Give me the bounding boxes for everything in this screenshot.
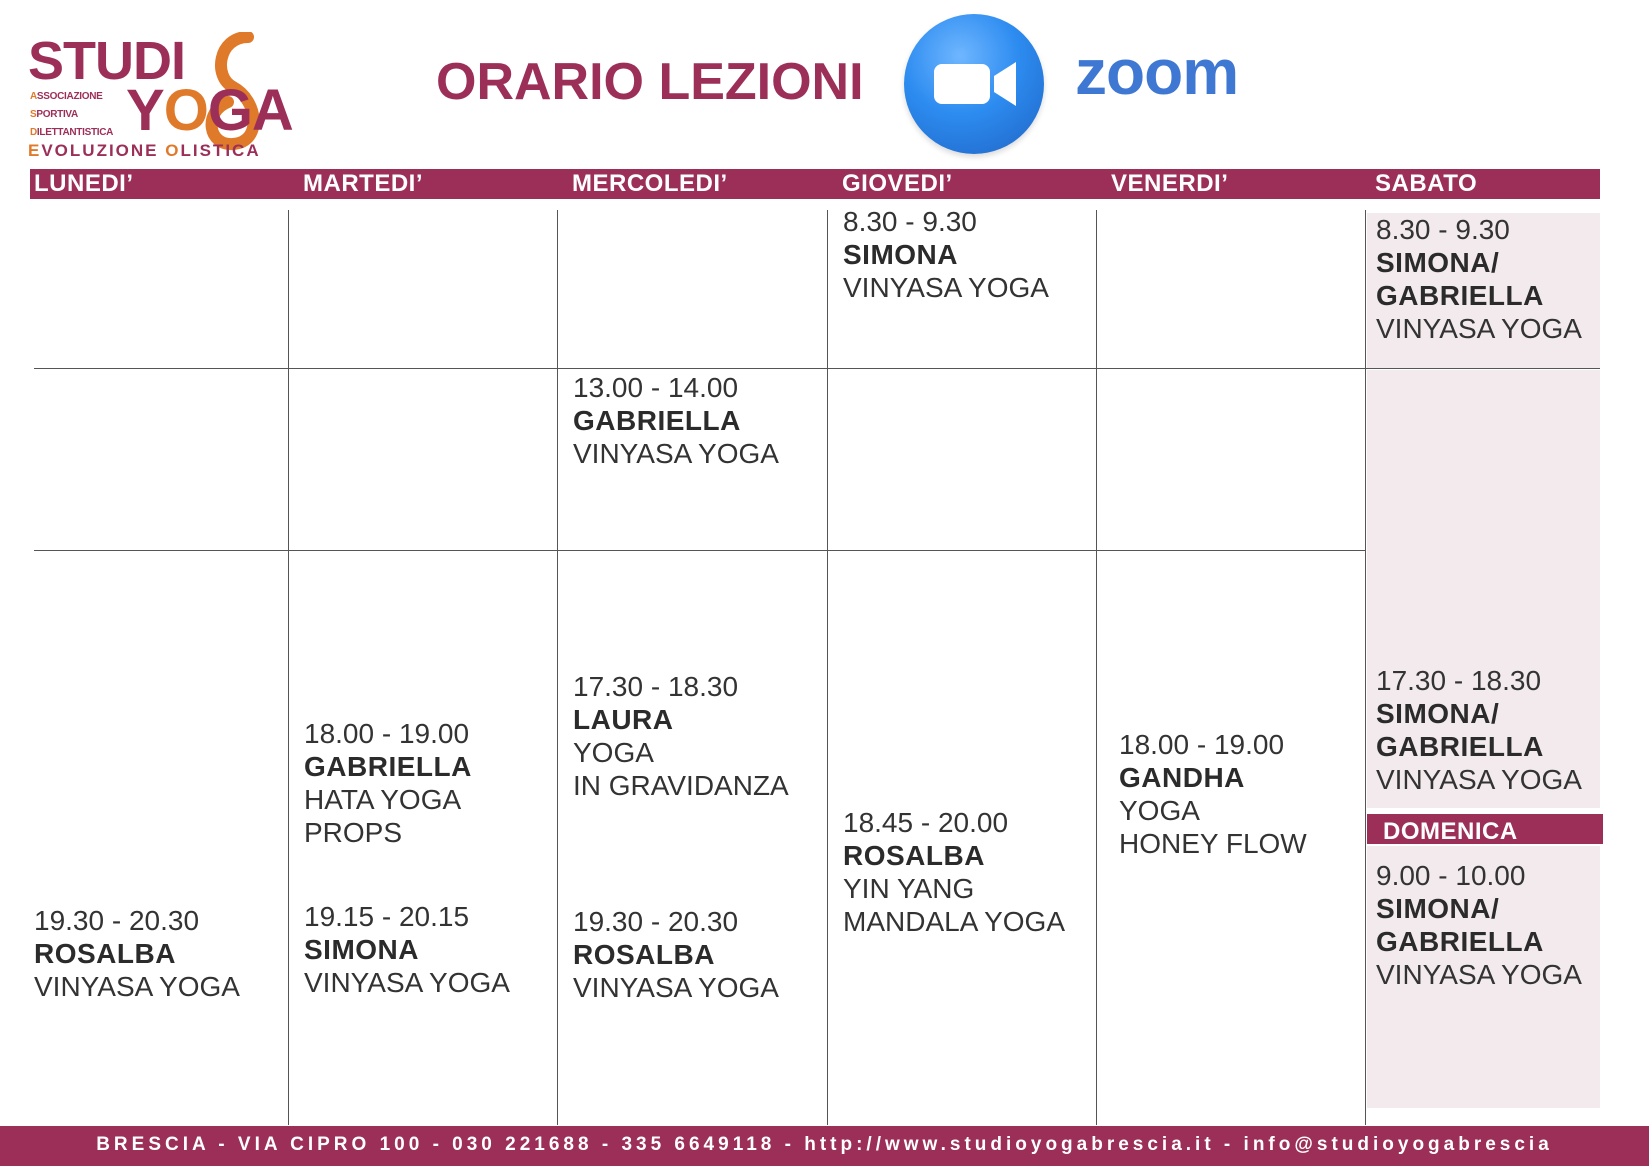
day-header-bar bbox=[30, 169, 1600, 199]
class-style: VINYASA YOGA bbox=[573, 438, 779, 469]
logo-studi-text: STUDI bbox=[28, 31, 185, 91]
class-teacher: ROSALBA bbox=[843, 840, 985, 871]
class-tuesday-evening-2 bbox=[304, 900, 510, 999]
class-time: 17.30 - 18.30 bbox=[573, 671, 739, 702]
class-saturday-evening bbox=[1376, 664, 1582, 796]
class-style: MANDALA YOGA bbox=[843, 906, 1066, 937]
class-time: 19.30 - 20.30 bbox=[34, 905, 200, 936]
class-tuesday-evening-1 bbox=[304, 717, 472, 849]
class-time: 18.45 - 20.00 bbox=[843, 807, 1009, 838]
class-time: 18.00 - 19.00 bbox=[304, 718, 470, 749]
class-style: VINYASA YOGA bbox=[1376, 764, 1582, 795]
grid-divider bbox=[557, 210, 558, 1125]
footer-contact: BRESCIA - VIA CIPRO 100 - 030 221688 - 335 6649118 - http://www.studioyogabrescia.it - info@studioyogabrescia bbox=[96, 1134, 1553, 1155]
class-style: VINYASA YOGA bbox=[34, 971, 240, 1002]
class-style: IN GRAVIDANZA bbox=[573, 770, 789, 801]
class-time: 19.30 - 20.30 bbox=[573, 906, 739, 937]
class-wednesday-noon bbox=[573, 371, 779, 470]
class-style: VINYASA YOGA bbox=[573, 972, 779, 1003]
class-time: 18.00 - 19.00 bbox=[1119, 729, 1285, 760]
class-thursday-morning bbox=[843, 205, 1049, 304]
day-tuesday: MARTEDI’ bbox=[303, 172, 423, 197]
grid-divider bbox=[1365, 210, 1366, 1125]
class-time: 13.00 - 14.00 bbox=[573, 372, 739, 403]
class-teacher: SIMONA/ bbox=[1376, 698, 1500, 729]
class-teacher: GABRIELLA bbox=[304, 751, 472, 782]
day-saturday: SABATO bbox=[1375, 172, 1478, 197]
grid-divider bbox=[34, 368, 1600, 369]
class-teacher: SIMONA/ bbox=[1376, 247, 1500, 278]
day-wednesday: MERCOLEDI’ bbox=[572, 172, 728, 197]
class-teacher: SIMONA/ bbox=[1376, 893, 1500, 924]
class-teacher: ROSALBA bbox=[34, 938, 176, 969]
class-teacher: GABRIELLA bbox=[1376, 731, 1544, 762]
class-teacher: GABRIELLA bbox=[1376, 280, 1544, 311]
day-monday: LUNEDI’ bbox=[34, 172, 134, 197]
class-style: HATA YOGA bbox=[304, 784, 462, 815]
class-style: PROPS bbox=[304, 817, 403, 848]
class-saturday-morning bbox=[1376, 213, 1582, 345]
logo-tagline: EVOLUZIONE OLISTICA bbox=[28, 141, 261, 160]
class-teacher: SIMONA bbox=[304, 934, 419, 965]
class-style: HONEY FLOW bbox=[1119, 828, 1307, 859]
class-wednesday-evening-1 bbox=[573, 670, 789, 802]
class-monday-evening bbox=[34, 904, 240, 1003]
grid-divider bbox=[1096, 210, 1097, 1125]
class-style: YIN YANG bbox=[843, 873, 975, 904]
class-teacher: SIMONA bbox=[843, 239, 958, 270]
zoom-camera-icon bbox=[904, 14, 1044, 154]
class-teacher: GABRIELLA bbox=[1376, 926, 1544, 957]
class-wednesday-evening-2 bbox=[573, 905, 779, 1004]
class-sunday-morning bbox=[1376, 859, 1582, 991]
class-teacher: GABRIELLA bbox=[573, 405, 741, 436]
page-title: ORARIO LEZIONI bbox=[436, 53, 864, 111]
class-teacher: LAURA bbox=[573, 704, 674, 735]
class-teacher: GANDHA bbox=[1119, 762, 1245, 793]
class-style: VINYASA YOGA bbox=[1376, 313, 1582, 344]
grid-divider bbox=[288, 210, 289, 1125]
grid-divider bbox=[34, 550, 1365, 551]
class-style: VINYASA YOGA bbox=[1376, 959, 1582, 990]
class-style: YOGA bbox=[1119, 795, 1200, 826]
class-time: 9.00 - 10.00 bbox=[1376, 860, 1526, 891]
class-thursday-evening bbox=[843, 806, 1065, 938]
grid-divider bbox=[827, 210, 828, 1125]
class-time: 8.30 - 9.30 bbox=[1376, 214, 1510, 245]
class-style: VINYASA YOGA bbox=[304, 967, 510, 998]
class-time: 8.30 - 9.30 bbox=[843, 206, 977, 237]
class-teacher: ROSALBA bbox=[573, 939, 715, 970]
zoom-wordmark: zoom bbox=[1075, 36, 1239, 108]
logo-association-text: ASSOCIAZIONE SPORTIVA DILETTANTISTICA bbox=[30, 91, 114, 138]
studio-yoga-logo bbox=[28, 31, 318, 164]
class-style: VINYASA YOGA bbox=[843, 272, 1049, 303]
logo-yoga-text: YOGA bbox=[126, 78, 293, 143]
class-friday-evening bbox=[1119, 728, 1307, 860]
class-time: 19.15 - 20.15 bbox=[304, 901, 470, 932]
day-thursday: GIOVEDI’ bbox=[842, 172, 953, 197]
class-time: 17.30 - 18.30 bbox=[1376, 665, 1542, 696]
day-sunday: DOMENICA bbox=[1383, 818, 1518, 845]
class-style: YOGA bbox=[573, 737, 654, 768]
day-friday: VENERDI’ bbox=[1111, 172, 1229, 197]
